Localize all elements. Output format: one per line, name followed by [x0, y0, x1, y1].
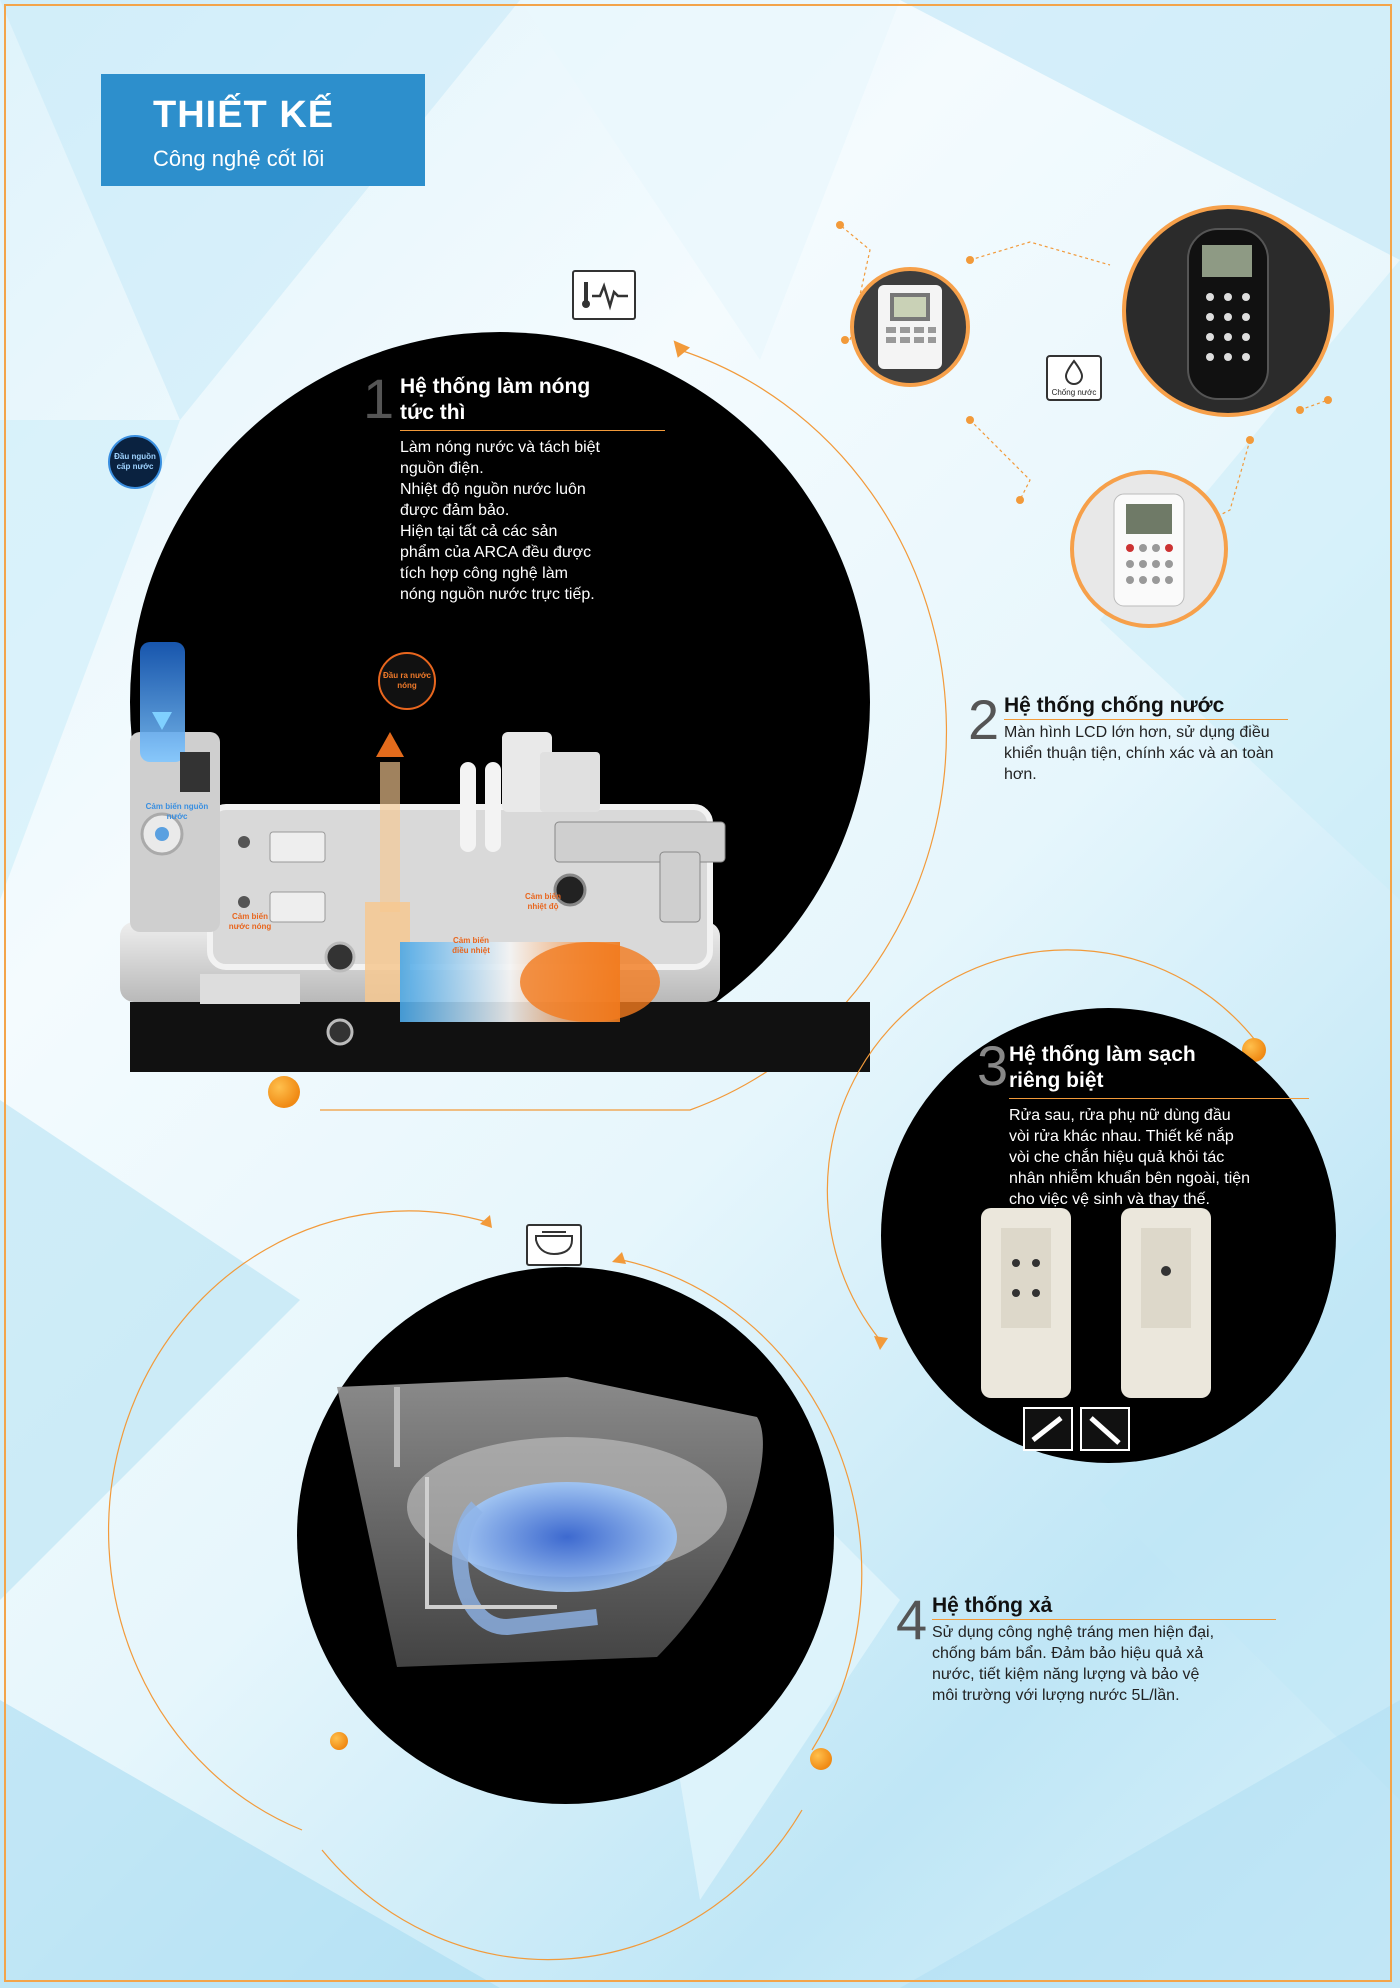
heater-unit-illustration	[130, 602, 870, 1072]
feature-1-line: phẩm của ARCA đều được	[400, 544, 592, 561]
feature-1-line: nóng nguồn nước trực tiếp.	[400, 586, 595, 603]
feature-4-line: nước, tiết kiệm năng lượng và bảo vệ	[932, 1666, 1200, 1683]
feature-2-title: Hệ thống chống nước	[1004, 694, 1225, 717]
feature-1-title-line1: Hệ thống làm nóng	[400, 375, 591, 398]
feature-1-divider	[400, 430, 665, 431]
black-remote-icon	[1126, 209, 1330, 413]
feature-2-body	[1004, 722, 1288, 785]
page-subtitle: Công nghệ cốt lõi	[153, 146, 325, 171]
feature-3-body	[1009, 1105, 1309, 1210]
feature-3-line: Rửa sau, rửa phụ nữ dùng đầu	[1009, 1107, 1231, 1124]
feature-1-text	[400, 374, 665, 605]
feature-3-line: vòi rửa khác nhau. Thiết kế nắp	[1009, 1128, 1234, 1145]
feature-1-title	[400, 374, 665, 426]
feature-1-body	[400, 437, 665, 605]
feature-3-divider	[1009, 1098, 1309, 1099]
feature-1-line: nguồn điện.	[400, 460, 484, 477]
feature-4-line: môi trường với lượng nước 5L/lần.	[932, 1687, 1180, 1704]
handheld-remote	[1070, 470, 1228, 628]
hot-sensor-label: Cảm biến nước nóng	[228, 912, 272, 931]
feature-4-line: chống bám bẩn. Đảm bảo hiệu quả xả	[932, 1645, 1204, 1662]
nozzle-covers-illustration	[961, 1208, 1261, 1458]
heartbeat-icon	[572, 270, 636, 320]
wall-panel-remote	[850, 267, 970, 387]
black-remote	[1122, 205, 1334, 417]
feature-3-line: cho việc vệ sinh và thay thế.	[1009, 1191, 1210, 1208]
page-title: THIẾT KẾ	[153, 94, 335, 136]
feature-3-line: vòi che chắn hiệu quả khỏi tác	[1009, 1149, 1225, 1166]
feature-2-line: khiển thuận tiện, chính xác và an toàn	[1004, 745, 1274, 762]
toilet-cutaway-illustration	[337, 1367, 797, 1687]
feature-1-line: được đảm bảo.	[400, 502, 510, 519]
feature-4-title: Hệ thống xả	[932, 1594, 1053, 1617]
feature-1-line: Nhiệt độ nguồn nước luôn	[400, 481, 586, 498]
feature-1-title-line2: tức thì	[400, 401, 466, 424]
feature-4-text	[896, 1588, 1276, 1706]
heating-system-circle	[114, 332, 870, 1072]
orange-dot	[810, 1748, 832, 1770]
wall-panel-icon	[854, 271, 966, 383]
cleaning-system-circle	[881, 1008, 1336, 1463]
feature-2-text	[968, 688, 1288, 785]
feature-1-line: tích hợp công nghệ làm	[400, 565, 568, 582]
water-inlet-text: Đầu nguồn cấp nước	[114, 452, 156, 471]
feature-3-text	[1009, 1042, 1309, 1210]
feature-number-3: 3	[977, 1034, 1009, 1097]
feature-number-1: 1	[363, 367, 395, 430]
feature-4-divider	[932, 1619, 1276, 1620]
source-sensor-label: Cảm biến nguồn nước	[145, 802, 209, 821]
waterproof-badge-text: Chống nước	[1051, 388, 1097, 397]
hot-outlet-text: Đầu ra nước nóng	[383, 671, 431, 690]
temp-sensor-2-label: Cảm biến điều nhiệt	[452, 936, 490, 955]
feature-4-line: Sử dụng công nghệ tráng men hiện đại,	[932, 1624, 1215, 1641]
feature-4-body	[932, 1622, 1276, 1706]
feature-number-2: 2	[968, 688, 1000, 751]
feature-3-line: nhân nhiễm khuẩn bên ngoài, tiện	[1009, 1170, 1251, 1187]
orange-dot	[330, 1732, 348, 1750]
feature-2-divider	[1004, 719, 1288, 720]
temp-sensor-1-label: Cảm biến nhiệt độ	[524, 892, 561, 911]
water-inlet-label	[108, 435, 162, 489]
feature-1-line: Làm nóng nước và tách biệt	[400, 439, 600, 456]
waterproof-badge	[1046, 355, 1102, 401]
feature-2-line: hơn.	[1004, 766, 1037, 783]
feature-3-title-line2: riêng biệt	[1009, 1069, 1104, 1092]
title-box	[101, 74, 425, 186]
feature-3-title-line1: Hệ thống làm sạch	[1009, 1043, 1196, 1066]
feature-3-title	[1009, 1042, 1309, 1094]
handheld-remote-icon	[1074, 474, 1224, 624]
feature-2-line: Màn hình LCD lớn hơn, sử dụng điều	[1004, 724, 1270, 741]
orange-dot	[268, 1076, 300, 1108]
feature-number-4: 4	[896, 1588, 928, 1651]
water-drop-icon	[1048, 357, 1100, 385]
hot-outlet-label	[378, 652, 436, 710]
feature-1-line: Hiện tại tất cả các sản	[400, 523, 558, 540]
flush-system-circle	[297, 1267, 834, 1804]
